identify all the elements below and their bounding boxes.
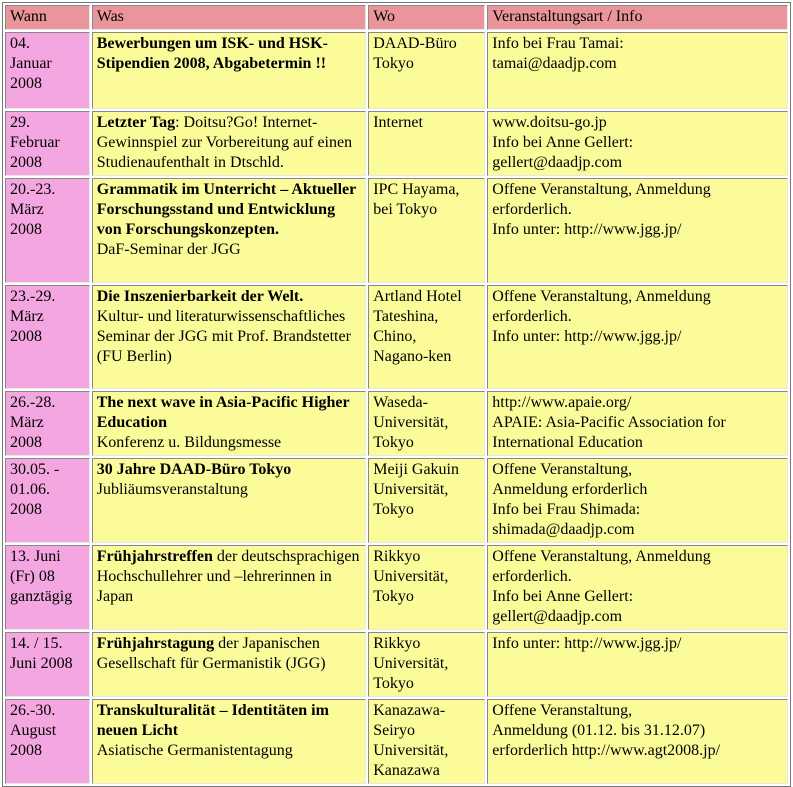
where-cell (368, 178, 485, 283)
when-line: Juni 2008 (10, 655, 73, 672)
when-cell (5, 178, 90, 283)
when-line: 2008 (10, 742, 42, 759)
info-line: Offene Veranstaltung, Anmeldung (492, 181, 711, 198)
when-line: 01.06. (10, 481, 50, 498)
what-cell (92, 32, 366, 109)
event-title: Bewerbungen um ISK- und HSK-Stipendien 2008, Abgabetermin !! (96, 35, 328, 72)
where-line: IPC Hayama, (373, 181, 460, 198)
when-line: 04. (10, 35, 30, 52)
info-line: erforderlich. (492, 201, 572, 218)
event-title-rest: : Doitsu?Go! Internet-Gewinnspiel zur Vorbereitung auf einen Studienaufenthalt in Dtschld. (96, 114, 353, 171)
info-cell (487, 178, 788, 283)
info-line: Info unter: http://www.jgg.jp/ (492, 328, 682, 345)
table-row (5, 391, 788, 456)
when-line: 23.-29. (10, 288, 56, 305)
header-what: Was (92, 5, 366, 30)
info-cell (487, 32, 788, 109)
when-line: März (10, 201, 44, 218)
event-title: Transkulturalität – Identitäten im neuen Licht (96, 702, 329, 739)
where-cell (368, 32, 485, 109)
info-line: www.doitsu-go.jp (492, 114, 607, 131)
table-row (5, 285, 788, 389)
info-line: http://www.apaie.org/ (492, 394, 632, 411)
header-row (5, 5, 788, 30)
where-line: Tokyo (373, 434, 414, 451)
event-title-rest: der deutschsprachigen Hochschullehrer und –lehrerinnen in Japan (96, 548, 360, 605)
info-line: erforderlich. (492, 568, 572, 585)
event-text (97, 461, 292, 478)
where-cell (368, 458, 485, 543)
info-line: Offene Veranstaltung, Anmeldung (492, 548, 711, 565)
when-line: 2008 (10, 434, 42, 451)
when-line: 2008 (10, 154, 42, 171)
event-description: Kultur- und literaturwissenschaftliches Seminar der JGG mit Prof. Brandstetter (FU Berlin) (96, 308, 351, 365)
where-line: Tokyo (373, 588, 414, 605)
where-line: Tokyo (373, 501, 414, 518)
when-line: März (10, 414, 44, 431)
when-line: Februar (10, 134, 60, 151)
when-line: März (10, 308, 44, 325)
where-line: Universität, (373, 742, 449, 759)
table-row (5, 458, 788, 543)
where-line: DAAD-Büro (373, 35, 457, 52)
event-text (97, 288, 304, 305)
info-line: Info unter: http://www.jgg.jp/ (492, 221, 682, 238)
info-line: shimada@daadjp.com (492, 521, 635, 538)
table-row (5, 545, 788, 630)
event-description: Asiatische Germanistentagung (96, 742, 293, 759)
when-line: 2008 (10, 75, 42, 92)
what-cell (92, 178, 366, 283)
event-title: Frühjahrstagung (96, 635, 215, 652)
when-line: (Fr) 08 (10, 568, 55, 585)
info-line: erforderlich. (492, 308, 572, 325)
where-line: Kanazawa (373, 762, 440, 779)
header-when: Wann (5, 5, 90, 30)
where-line: Waseda- (373, 394, 428, 411)
when-cell (5, 632, 90, 697)
what-cell (92, 699, 366, 784)
when-line: 14. / 15. (10, 635, 63, 652)
info-line: gellert@daadjp.com (492, 608, 623, 625)
table-row (5, 632, 788, 697)
event-description: DaF-Seminar der JGG (96, 241, 241, 258)
where-line: Artland Hotel (373, 288, 462, 305)
when-cell (5, 32, 90, 109)
info-line: Info bei Anne Gellert: (492, 134, 634, 151)
info-cell (487, 632, 788, 697)
when-line: 26.-30. (10, 702, 56, 719)
info-line: Info unter: http://www.jgg.jp/ (492, 635, 682, 652)
where-line: Kanazawa- (373, 702, 446, 719)
event-title: Frühjahrstreffen (96, 548, 213, 565)
info-cell (487, 111, 788, 176)
event-description: Jubliäumsveranstaltung (96, 481, 248, 498)
info-line: erforderlich http://www.agt2008.jp/ (492, 742, 721, 759)
event-text (97, 114, 352, 171)
what-cell (92, 285, 366, 389)
when-cell (5, 111, 90, 176)
when-line: 2008 (10, 501, 42, 518)
where-cell (368, 111, 485, 176)
what-cell (92, 458, 366, 543)
where-line: Universität, (373, 481, 449, 498)
info-line: Info bei Anne Gellert: (492, 588, 634, 605)
table-row (5, 178, 788, 283)
when-cell (5, 699, 90, 784)
event-title: Grammatik im Unterricht – Aktueller Forschungsstand und Entwicklung von Forschungskonzepten. (96, 181, 356, 238)
when-cell (5, 391, 90, 456)
where-cell (368, 391, 485, 456)
events-table (2, 2, 791, 787)
where-line: Tokyo (373, 55, 414, 72)
info-line: Anmeldung erforderlich (492, 481, 648, 498)
where-line: Universität, (373, 414, 449, 431)
when-cell (5, 285, 90, 389)
table-body (5, 32, 788, 784)
event-text (97, 548, 360, 605)
where-line: Tokyo (373, 675, 414, 692)
where-line: Universität, (373, 568, 449, 585)
what-cell (92, 111, 366, 176)
where-cell (368, 699, 485, 784)
when-line: ganztägig (10, 588, 73, 605)
info-line: Info bei Frau Shimada: (492, 501, 641, 518)
when-line: 26.-28. (10, 394, 56, 411)
when-cell (5, 545, 90, 630)
info-cell (487, 391, 788, 456)
where-line: Chino, (373, 328, 417, 345)
when-line: 2008 (10, 328, 42, 345)
where-line: Rikkyo (373, 548, 421, 565)
info-line: International Education (492, 434, 643, 451)
what-cell (92, 545, 366, 630)
event-title: The next wave in Asia-Pacific Higher Education (96, 394, 350, 431)
info-cell (487, 285, 788, 389)
info-line: APAIE: Asia-Pacific Association for (492, 414, 726, 431)
event-text (97, 702, 329, 739)
where-cell (368, 285, 485, 389)
when-line: 2008 (10, 221, 42, 238)
table-row (5, 699, 788, 784)
info-line: gellert@daadjp.com (492, 154, 623, 171)
where-line: bei Tokyo (373, 201, 438, 218)
table-row (5, 32, 788, 109)
info-line: Offene Veranstaltung, (492, 461, 633, 478)
where-cell (368, 632, 485, 697)
info-cell (487, 458, 788, 543)
when-line: Januar (10, 55, 52, 72)
when-line: 29. (10, 114, 30, 131)
where-line: Universität, (373, 655, 449, 672)
where-line: Tateshina, (373, 308, 439, 325)
where-cell (368, 545, 485, 630)
table-row (5, 111, 788, 176)
info-line: Offene Veranstaltung, Anmeldung (492, 288, 711, 305)
info-line: Info bei Frau Tamai: (492, 35, 624, 52)
event-text (97, 181, 356, 238)
event-title: Letzter Tag (96, 114, 176, 131)
header-where: Wo (368, 5, 485, 30)
info-cell (487, 545, 788, 630)
what-cell (92, 391, 366, 456)
when-cell (5, 458, 90, 543)
where-line: Meiji Gakuin (373, 461, 459, 478)
event-title: Die Inszenierbarkeit der Welt. (96, 288, 304, 305)
header-info: Veranstaltungsart / Info (487, 5, 788, 30)
where-line: Seiryo (373, 722, 415, 739)
event-description: Konferenz u. Bildungsmesse (96, 434, 282, 451)
info-line: Offene Veranstaltung, (492, 702, 633, 719)
where-line: Rikkyo (373, 635, 421, 652)
event-text (97, 394, 350, 431)
where-line: Nagano-ken (373, 348, 452, 365)
info-cell (487, 699, 788, 784)
event-text (97, 35, 328, 72)
info-line: tamai@daadjp.com (492, 55, 617, 72)
when-line: August (10, 722, 57, 739)
where-line: Internet (373, 114, 423, 131)
event-title-rest: der Japanischen Gesellschaft für Germanistik (JGG) (96, 635, 326, 672)
event-title: 30 Jahre DAAD-Büro Tokyo (96, 461, 292, 478)
when-line: 20.-23. (10, 181, 56, 198)
event-text (97, 635, 326, 672)
when-line: 13. Juni (10, 548, 61, 565)
info-line: Anmeldung (01.12. bis 31.12.07) (492, 722, 706, 739)
when-line: 30.05. - (10, 461, 60, 478)
what-cell (92, 632, 366, 697)
